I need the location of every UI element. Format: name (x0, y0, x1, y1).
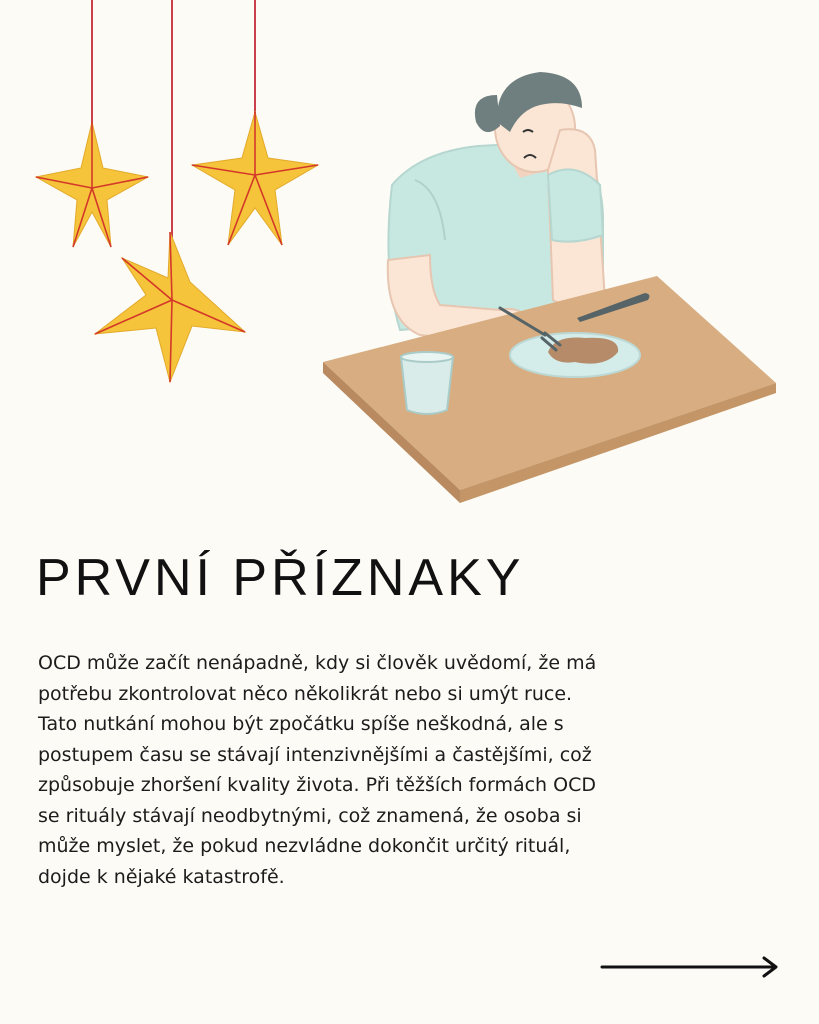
arrow-right-icon[interactable] (600, 954, 782, 980)
body-paragraph (38, 648, 758, 892)
star-ornament-icon (192, 112, 318, 245)
paragraph-line: potřebu zkontrolovat něco několikrát nebo si umýt ruce. (38, 682, 573, 705)
paragraph-line: OCD může začít nenápadně, kdy si člověk uvědomí, že má (38, 652, 597, 674)
star-ornament-icon (95, 232, 245, 382)
paragraph-line: způsobuje zhoršení kvality života. Při těžších formách OCD (38, 774, 596, 796)
paragraph-line: dojde k nějaké katastrofě. (38, 865, 285, 888)
paragraph-line: Tato nutkání mohou být zpočátku spíše neškodná, ale s (38, 713, 564, 735)
table-illustration (323, 276, 776, 503)
paragraph-line: může myslet, že pokud nezvládne dokončit určitý rituál, (38, 835, 571, 857)
plate-icon (510, 333, 640, 377)
glass-icon (401, 352, 453, 414)
paragraph-line: postupem času se stávají intenzivnějšími a častějšími, což (38, 743, 592, 766)
star-ornament-icon (36, 122, 148, 247)
page-title: PRVNÍ PŘÍZNAKY (36, 549, 525, 607)
paragraph-line: se rituály stávají neodbytnými, což znamená, že osoba si (38, 804, 582, 827)
